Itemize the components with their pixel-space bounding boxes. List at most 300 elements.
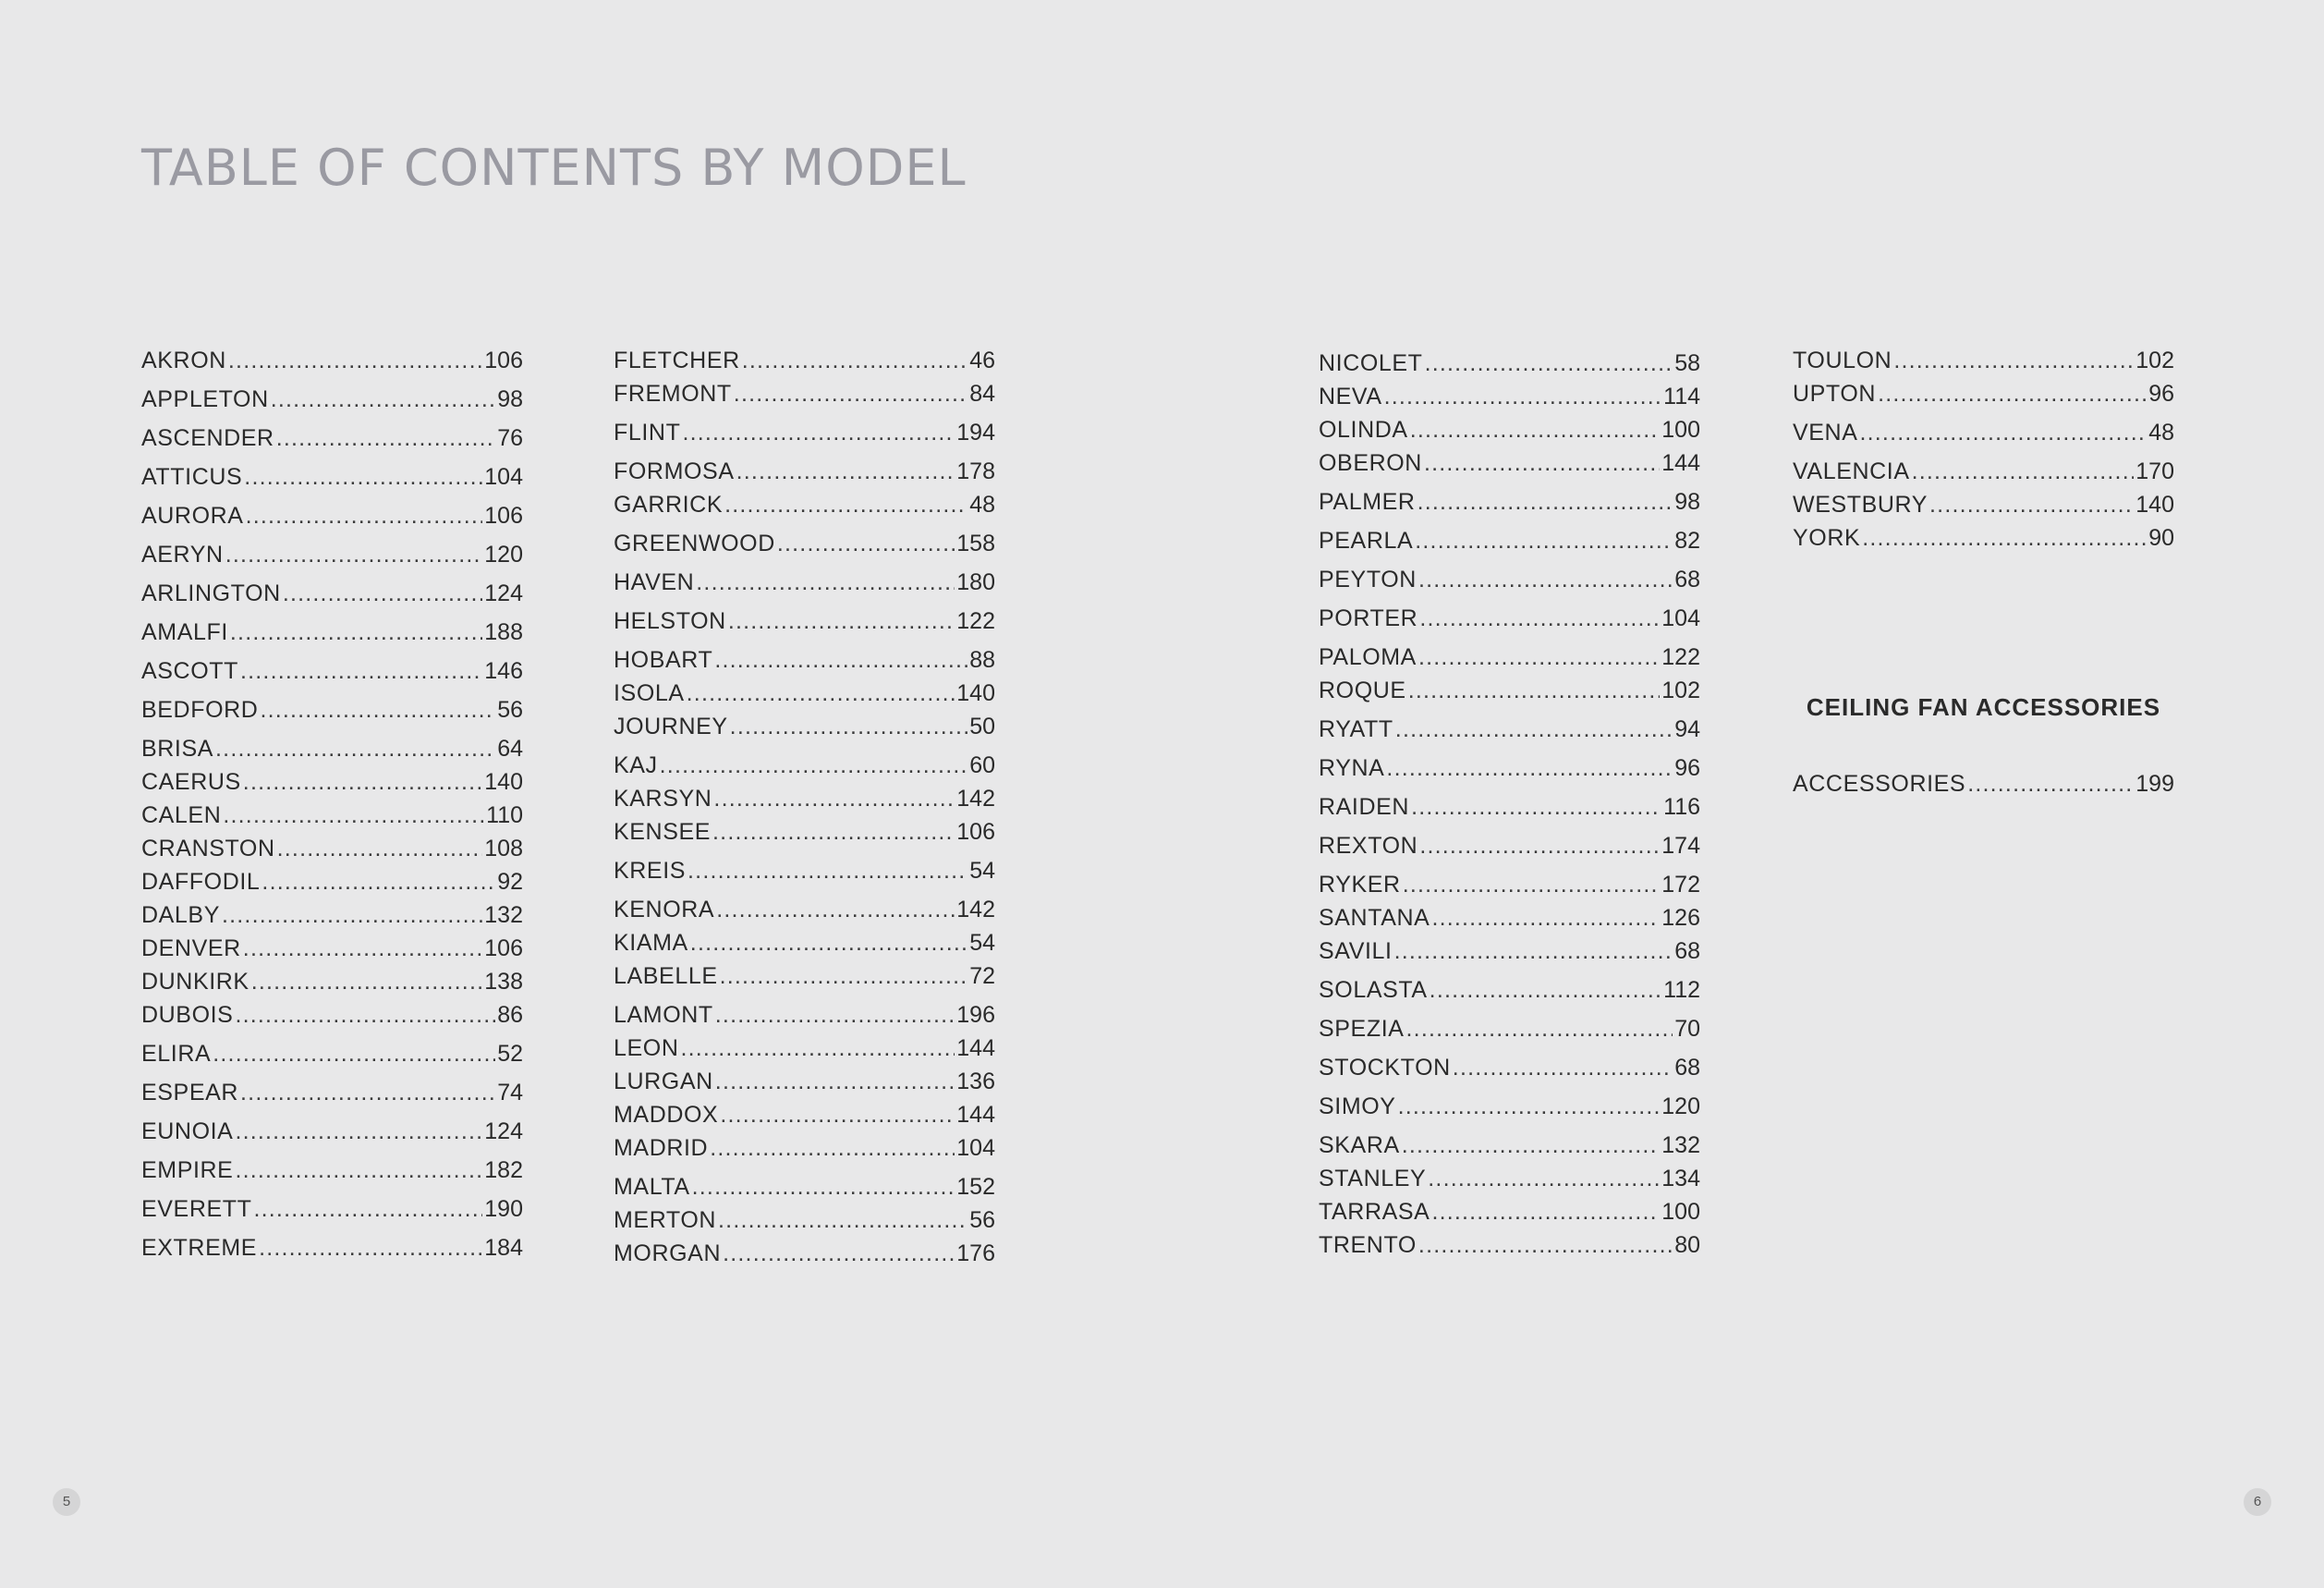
page-number: 170 xyxy=(2135,458,2174,484)
toc-entry-flint xyxy=(614,419,995,446)
page-number: 68 xyxy=(1674,1055,1700,1081)
page-number: 158 xyxy=(956,531,995,556)
toc-entry-olinda xyxy=(1319,416,1700,444)
page-number: 112 xyxy=(1663,977,1700,1003)
dot-leader xyxy=(230,618,482,646)
toc-entry-peyton xyxy=(1319,566,1700,593)
model-name: EVERETT xyxy=(141,1196,252,1222)
toc-entry-madrid xyxy=(614,1134,995,1162)
page-number: 106 xyxy=(484,935,523,961)
page-number: 142 xyxy=(956,786,995,812)
dot-leader xyxy=(710,1134,955,1162)
dot-leader xyxy=(713,785,955,812)
model-name: EMPIRE xyxy=(141,1157,234,1183)
dot-leader xyxy=(728,607,955,635)
dot-leader xyxy=(1893,347,2134,374)
dot-leader xyxy=(1430,976,1661,1004)
toc-entry-stockton xyxy=(1319,1054,1700,1081)
dot-leader xyxy=(692,1173,955,1201)
dot-leader xyxy=(1967,770,2134,798)
toc-entry-everett xyxy=(141,1195,523,1223)
toc-entry-spezia xyxy=(1319,1015,1700,1043)
dot-leader xyxy=(1424,449,1660,477)
page-number: 100 xyxy=(1661,1199,1700,1225)
toc-entry-lurgan xyxy=(614,1068,995,1095)
toc-entry-neva xyxy=(1319,383,1700,410)
page-number: 84 xyxy=(969,381,995,407)
dot-leader xyxy=(1418,566,1673,593)
model-name: AURORA xyxy=(141,503,244,529)
toc-entry-calen xyxy=(141,801,523,829)
page-number: 106 xyxy=(956,819,995,845)
model-name: DENVER xyxy=(141,935,241,961)
toc-entry-roque xyxy=(1319,677,1700,704)
toc-entry-trento xyxy=(1319,1231,1700,1259)
model-name: SKARA xyxy=(1319,1132,1400,1158)
toc-entry-greenwood xyxy=(614,530,995,557)
model-name: KIAMA xyxy=(614,930,688,956)
toc-entry-bedford xyxy=(141,696,523,724)
toc-entry-ryker xyxy=(1319,871,1700,898)
model-name: SPEZIA xyxy=(1319,1016,1405,1042)
dot-leader xyxy=(1428,1165,1660,1192)
dot-leader xyxy=(1425,349,1673,377)
page-number: 138 xyxy=(484,969,523,995)
toc-entry-hobart xyxy=(614,646,995,674)
dot-leader xyxy=(1912,458,2135,485)
toc-entry-garrick xyxy=(614,491,995,519)
toc-entry-york xyxy=(1793,524,2174,552)
model-name: MERTON xyxy=(614,1207,717,1233)
dot-leader xyxy=(687,679,955,707)
dot-leader xyxy=(260,696,495,724)
model-name: HOBART xyxy=(614,647,713,673)
page-number: 126 xyxy=(1661,905,1700,931)
model-name: KENORA xyxy=(614,897,715,922)
dot-leader xyxy=(262,868,495,896)
toc-entry-aeryn xyxy=(141,541,523,568)
toc-entry-appleton xyxy=(141,385,523,413)
model-name: TRENTO xyxy=(1319,1232,1417,1258)
toc-entry-journey xyxy=(614,713,995,740)
model-name: KARSYN xyxy=(614,786,712,812)
model-name: ROQUE xyxy=(1319,678,1406,703)
toc-entry-elira xyxy=(141,1040,523,1068)
dot-leader xyxy=(271,385,495,413)
dot-leader xyxy=(243,768,482,796)
page-number-right: 6 xyxy=(2244,1488,2271,1516)
toc-entry-ascender xyxy=(141,424,523,452)
model-name: STOCKTON xyxy=(1319,1055,1451,1081)
page-number: 134 xyxy=(1661,1166,1700,1191)
toc-entry-karsyn xyxy=(614,785,995,812)
model-name: PALOMA xyxy=(1319,644,1417,670)
model-name: ACCESSORIES xyxy=(1793,771,1966,797)
model-name: TARRASA xyxy=(1319,1199,1430,1225)
toc-entry-helston xyxy=(614,607,995,635)
dot-leader xyxy=(1431,1198,1660,1226)
dot-leader xyxy=(240,1079,495,1106)
model-name: SAVILI xyxy=(1319,938,1393,964)
dot-leader xyxy=(283,580,482,607)
dot-leader xyxy=(724,491,967,519)
toc-entry-palmer xyxy=(1319,488,1700,516)
page-number: 122 xyxy=(1661,644,1700,670)
toc-entry-haven xyxy=(614,568,995,596)
dot-leader xyxy=(696,568,955,596)
dot-leader xyxy=(1411,793,1661,821)
dot-leader xyxy=(1878,380,2147,408)
dot-leader xyxy=(1419,832,1660,860)
toc-entry-empire xyxy=(141,1156,523,1184)
model-name: SOLASTA xyxy=(1319,977,1428,1003)
model-name: MALTA xyxy=(614,1174,690,1200)
model-name: DUNKIRK xyxy=(141,969,249,995)
page-number: 110 xyxy=(486,802,523,828)
model-name: OLINDA xyxy=(1319,417,1408,443)
toc-entry-ascott xyxy=(141,657,523,685)
toc-entry-solasta xyxy=(1319,976,1700,1004)
page-number: 54 xyxy=(969,930,995,956)
page-number: 194 xyxy=(956,420,995,446)
page-number: 190 xyxy=(484,1196,523,1222)
toc-entry-valencia xyxy=(1793,458,2174,485)
page-number: 122 xyxy=(956,608,995,634)
page-number: 180 xyxy=(956,569,995,595)
toc-entry-simoy xyxy=(1319,1093,1700,1120)
toc-entry-oberon xyxy=(1319,449,1700,477)
page-number: 50 xyxy=(969,714,995,739)
toc-entry-atticus xyxy=(141,463,523,491)
dot-leader xyxy=(730,713,968,740)
dot-leader xyxy=(734,380,967,408)
toc-entry-merton xyxy=(614,1206,995,1234)
dot-leader xyxy=(235,1001,495,1029)
dot-leader xyxy=(1386,754,1673,782)
page-number: 146 xyxy=(484,658,523,684)
model-name: ASCENDER xyxy=(141,425,274,451)
model-name: BEDFORD xyxy=(141,697,259,723)
page-number: 90 xyxy=(2148,525,2174,551)
model-name: PEYTON xyxy=(1319,567,1417,592)
toc-entry-savili xyxy=(1319,937,1700,965)
page-number: 52 xyxy=(497,1041,523,1067)
model-name: AKRON xyxy=(141,348,226,373)
model-name: SANTANA xyxy=(1319,905,1430,931)
page-number: 56 xyxy=(969,1207,995,1233)
toc-entry-westbury xyxy=(1793,491,2174,519)
model-name: TOULON xyxy=(1793,348,1892,373)
model-name: LABELLE xyxy=(614,963,718,989)
model-name: VENA xyxy=(1793,420,1858,446)
page-number: 140 xyxy=(484,769,523,795)
toc-entry-kenora xyxy=(614,896,995,923)
dot-leader xyxy=(1431,904,1660,932)
model-name: SIMOY xyxy=(1319,1093,1396,1119)
dot-leader xyxy=(254,1195,483,1223)
toc-entry-tarrasa xyxy=(1319,1198,1700,1226)
toc-entry-aurora xyxy=(141,502,523,530)
dot-leader xyxy=(1408,677,1661,704)
model-name: PALMER xyxy=(1319,489,1416,515)
page-number: 100 xyxy=(1661,417,1700,443)
toc-entry-lamont xyxy=(614,1001,995,1029)
dot-leader xyxy=(690,929,967,957)
dot-leader xyxy=(1862,524,2147,552)
toc-entry-eunoia xyxy=(141,1118,523,1145)
page-number: 120 xyxy=(1661,1093,1700,1119)
toc-entry-porter xyxy=(1319,605,1700,632)
dot-leader xyxy=(222,901,482,929)
page-number: 184 xyxy=(484,1235,523,1261)
dot-leader xyxy=(682,419,955,446)
model-name: OBERON xyxy=(1319,450,1422,476)
model-name: ATTICUS xyxy=(141,464,243,490)
page-number: 106 xyxy=(484,503,523,529)
page-number: 132 xyxy=(1661,1132,1700,1158)
model-name: NEVA xyxy=(1319,384,1382,409)
toc-entry-malta xyxy=(614,1173,995,1201)
model-name: RYATT xyxy=(1319,716,1393,742)
model-name: CAERUS xyxy=(141,769,241,795)
toc-entry-isola xyxy=(614,679,995,707)
model-name: JOURNEY xyxy=(614,714,728,739)
dot-leader xyxy=(1453,1054,1673,1081)
page-number: 104 xyxy=(484,464,523,490)
page-number: 188 xyxy=(484,619,523,645)
dot-leader xyxy=(277,835,483,862)
page-number: 96 xyxy=(1674,755,1700,781)
toc-entry-kiama xyxy=(614,929,995,957)
model-name: AERYN xyxy=(141,542,224,568)
model-name: MORGAN xyxy=(614,1240,722,1266)
page-number: 98 xyxy=(1674,489,1700,515)
model-name: FORMOSA xyxy=(614,458,735,484)
page-number: 114 xyxy=(1663,384,1700,409)
dot-leader xyxy=(736,458,955,485)
model-name: LEON xyxy=(614,1035,679,1061)
page-number: 106 xyxy=(484,348,523,373)
toc-entry-maddox xyxy=(614,1101,995,1129)
model-name: FLINT xyxy=(614,420,681,446)
page-number: 144 xyxy=(956,1035,995,1061)
dot-leader xyxy=(715,1001,955,1029)
toc-entry-santana xyxy=(1319,904,1700,932)
model-name: BRISA xyxy=(141,736,214,762)
toc-entry-skara xyxy=(1319,1131,1700,1159)
dot-leader xyxy=(1929,491,2134,519)
dot-leader xyxy=(225,541,483,568)
page-number: 136 xyxy=(956,1069,995,1094)
dot-leader xyxy=(1402,1131,1661,1159)
page-number: 64 xyxy=(497,736,523,762)
toc-entry-upton xyxy=(1793,380,2174,408)
page-number: 199 xyxy=(2135,771,2174,797)
page-number: 102 xyxy=(2135,348,2174,373)
dot-leader xyxy=(215,735,495,763)
page-number: 68 xyxy=(1674,938,1700,964)
dot-leader xyxy=(1394,937,1673,965)
dot-leader xyxy=(1398,1093,1661,1120)
dot-leader xyxy=(240,657,482,685)
toc-entry-dalby xyxy=(141,901,523,929)
model-name: WESTBURY xyxy=(1793,492,1929,518)
dot-leader xyxy=(246,502,483,530)
toc-entry-rexton xyxy=(1319,832,1700,860)
dot-leader xyxy=(1406,1015,1673,1043)
toc-entry-stanley xyxy=(1319,1165,1700,1192)
dot-leader xyxy=(720,962,968,990)
page-number: 58 xyxy=(1674,350,1700,376)
model-name: KENSEE xyxy=(614,819,712,845)
dot-leader xyxy=(1403,871,1661,898)
page-number: 152 xyxy=(956,1174,995,1200)
page-number: 108 xyxy=(484,836,523,861)
toc-entry-daffodil xyxy=(141,868,523,896)
model-name: NICOLET xyxy=(1319,350,1423,376)
model-name: GREENWOOD xyxy=(614,531,775,556)
dot-leader xyxy=(715,1068,955,1095)
page-number: 96 xyxy=(2148,381,2174,407)
toc-entry-akron xyxy=(141,347,523,374)
model-name: HELSTON xyxy=(614,608,726,634)
page-number: 86 xyxy=(497,1002,523,1028)
dot-leader xyxy=(235,1156,482,1184)
model-name: KAJ xyxy=(614,752,658,778)
dot-leader xyxy=(228,347,482,374)
page-number: 142 xyxy=(956,897,995,922)
dot-leader xyxy=(1418,1231,1673,1259)
model-name: ASCOTT xyxy=(141,658,238,684)
model-name: CALEN xyxy=(141,802,222,828)
page-number: 74 xyxy=(497,1080,523,1105)
model-name: ELIRA xyxy=(141,1041,212,1067)
page-number: 88 xyxy=(969,647,995,673)
model-name: RAIDEN xyxy=(1319,794,1410,820)
dot-leader xyxy=(716,896,955,923)
page-number: 70 xyxy=(1674,1016,1700,1042)
page-number: 102 xyxy=(1661,678,1700,703)
model-name: MADDOX xyxy=(614,1102,719,1128)
page-number: 80 xyxy=(1674,1232,1700,1258)
toc-entry-paloma xyxy=(1319,643,1700,671)
dot-leader xyxy=(223,801,484,829)
dot-leader xyxy=(251,968,483,996)
dot-leader xyxy=(720,1101,955,1129)
model-name: DUBOIS xyxy=(141,1002,234,1028)
toc-entry-ryna xyxy=(1319,754,1700,782)
toc-entry-caerus xyxy=(141,768,523,796)
dot-leader xyxy=(687,857,967,885)
page-number: 172 xyxy=(1661,872,1700,898)
page-number: 124 xyxy=(484,1118,523,1144)
page-number: 60 xyxy=(969,752,995,778)
page-number: 104 xyxy=(956,1135,995,1161)
page-number: 92 xyxy=(497,869,523,895)
toc-entry-kensee xyxy=(614,818,995,846)
model-name: LAMONT xyxy=(614,1002,713,1028)
toc-entry-denver xyxy=(141,934,523,962)
model-name: RYNA xyxy=(1319,755,1385,781)
page-number: 82 xyxy=(1674,528,1700,554)
toc-entry-fletcher xyxy=(614,347,995,374)
model-name: UPTON xyxy=(1793,381,1877,407)
page-number: 48 xyxy=(2148,420,2174,446)
page-title: TABLE OF CONTENTS BY MODEL xyxy=(141,139,967,197)
dot-leader xyxy=(1418,643,1660,671)
dot-leader xyxy=(742,347,967,374)
dot-leader xyxy=(244,463,482,491)
dot-leader xyxy=(1410,416,1661,444)
model-name: RYKER xyxy=(1319,872,1401,898)
model-name: GARRICK xyxy=(614,492,724,518)
dot-leader xyxy=(660,751,968,779)
model-name: KREIS xyxy=(614,858,687,884)
page-number: 46 xyxy=(969,348,995,373)
toc-entry-kaj xyxy=(614,751,995,779)
dot-leader xyxy=(243,934,482,962)
toc-entry-arlington xyxy=(141,580,523,607)
model-name: ISOLA xyxy=(614,680,685,706)
dot-leader xyxy=(718,1206,967,1234)
model-name: VALENCIA xyxy=(1793,458,1910,484)
dot-leader xyxy=(1395,715,1673,743)
model-name: LURGAN xyxy=(614,1069,713,1094)
page-number: 116 xyxy=(1663,794,1700,820)
toc-entry-formosa xyxy=(614,458,995,485)
dot-leader xyxy=(1384,383,1662,410)
dot-leader xyxy=(235,1118,482,1145)
dot-leader xyxy=(1418,488,1673,516)
model-name: APPLETON xyxy=(141,386,269,412)
dot-leader xyxy=(276,424,495,452)
page-number: 56 xyxy=(497,697,523,723)
toc-entry-fremont xyxy=(614,380,995,408)
dot-leader xyxy=(777,530,955,557)
toc-entry-amalfi xyxy=(141,618,523,646)
toc-entry-morgan xyxy=(614,1240,995,1267)
toc-entry-nicolet xyxy=(1319,349,1700,377)
toc-entry-accessories xyxy=(1793,770,2174,798)
page-number: 144 xyxy=(956,1102,995,1128)
dot-leader xyxy=(723,1240,955,1267)
page-number: 68 xyxy=(1674,567,1700,592)
page-number: 144 xyxy=(1661,450,1700,476)
page-number: 120 xyxy=(484,542,523,568)
dot-leader xyxy=(712,818,955,846)
model-name: YORK xyxy=(1793,525,1861,551)
page-number: 178 xyxy=(956,458,995,484)
toc-entry-toulon xyxy=(1793,347,2174,374)
model-name: PORTER xyxy=(1319,605,1418,631)
toc-entry-raiden xyxy=(1319,793,1700,821)
page-number: 98 xyxy=(497,386,523,412)
model-name: REXTON xyxy=(1319,833,1418,859)
page-number: 76 xyxy=(497,425,523,451)
page-number: 182 xyxy=(484,1157,523,1183)
toc-entry-cranston xyxy=(141,835,523,862)
model-name: FREMONT xyxy=(614,381,732,407)
page-number: 124 xyxy=(484,580,523,606)
toc-entry-vena xyxy=(1793,419,2174,446)
dot-leader xyxy=(259,1234,482,1262)
toc-entry-brisa xyxy=(141,735,523,763)
page-number: 54 xyxy=(969,858,995,884)
page-number: 176 xyxy=(956,1240,995,1266)
model-name: EXTREME xyxy=(141,1235,258,1261)
model-name: MADRID xyxy=(614,1135,709,1161)
toc-entry-pearla xyxy=(1319,527,1700,555)
